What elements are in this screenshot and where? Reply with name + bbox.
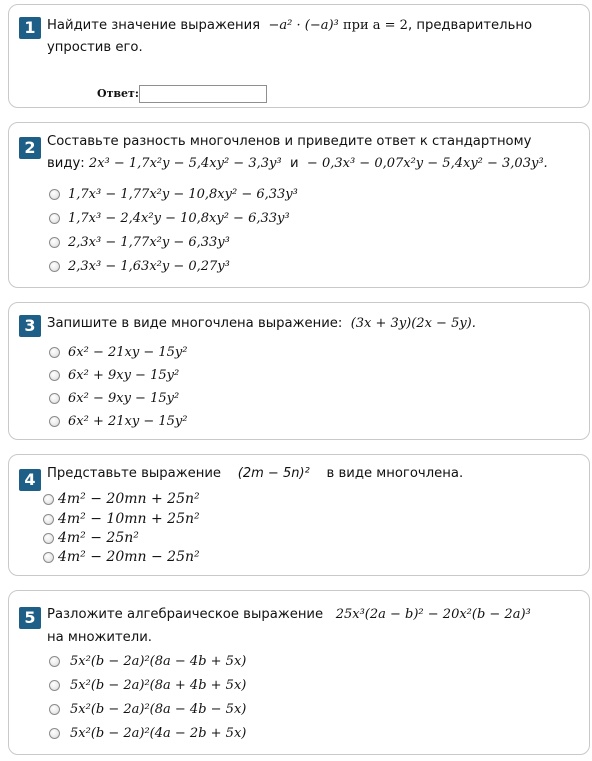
radio-button[interactable] (49, 237, 60, 248)
question-card-5 (8, 590, 590, 755)
option-label: 4m² − 25n² (58, 530, 139, 546)
question-card-1 (8, 4, 590, 108)
question-text-2 (47, 131, 579, 175)
option-label: 6x² + 21xy − 15y² (68, 413, 188, 429)
q5-option-4[interactable] (49, 721, 246, 745)
question-text-1 (47, 15, 579, 59)
q3-option-4[interactable] (49, 410, 187, 432)
option-label: 1,7x³ − 1,77x²y − 10,8xy² − 6,33y³ (68, 186, 298, 202)
q2-text-b: виду: (47, 156, 85, 171)
question-card-4 (8, 454, 590, 576)
question-number-3: 3 (19, 315, 41, 337)
q4-expression: (2m − 5n)² (237, 466, 310, 481)
q4-text-a: Представьте выражение (47, 466, 222, 481)
question-text-3 (47, 313, 579, 335)
q5-option-2[interactable] (49, 673, 246, 697)
option-label: 2,3x³ − 1,63x²y − 0,27y³ (68, 258, 230, 274)
option-label: 5x²(b − 2a)²(8a + 4b + 5x) (70, 677, 247, 693)
radio-button[interactable] (43, 494, 54, 505)
q4-text-b: в виде многочлена. (326, 466, 464, 481)
answer-label: Ответ: (97, 87, 139, 100)
q3-option-2[interactable] (49, 364, 179, 386)
q4-option-2[interactable] (43, 509, 200, 529)
q5-option-3[interactable] (49, 697, 246, 721)
radio-button[interactable] (43, 552, 54, 563)
question-card-2 (8, 122, 590, 288)
q3-option-3[interactable] (49, 387, 179, 409)
q1-text-b: , предварительно (407, 18, 533, 33)
q2-expression-1: 2x³ − 1,7x²y − 5,4xy² − 3,3y³ (88, 156, 282, 171)
option-label: 6x² + 9xy − 15y² (68, 367, 180, 383)
q2-option-3[interactable] (49, 231, 230, 253)
option-label: 2,3x³ − 1,77x²y − 6,33y³ (68, 234, 230, 250)
option-label: 1,7x³ − 2,4x²y − 10,8xy² − 6,33y³ (68, 210, 290, 226)
question-number-2: 2 (19, 137, 41, 159)
option-label: 5x²(b − 2a)²(8a − 4b + 5x) (70, 653, 247, 669)
radio-button[interactable] (49, 189, 60, 200)
question-card-3 (8, 302, 590, 440)
q4-option-1[interactable] (43, 489, 200, 509)
radio-button[interactable] (43, 514, 54, 525)
radio-button[interactable] (49, 393, 60, 404)
radio-button[interactable] (49, 728, 60, 739)
q5-expression: 25x³(2a − b)² − 20x²(b − 2a)³ (335, 607, 531, 622)
option-label: 5x²(b − 2a)²(4a − 2b + 5x) (70, 725, 247, 741)
option-label: 5x²(b − 2a)²(8a − 4b − 5x) (70, 701, 247, 717)
radio-button[interactable] (49, 213, 60, 224)
question-text-4 (47, 463, 579, 485)
option-label: 6x² − 21xy − 15y² (68, 344, 188, 360)
radio-button[interactable] (49, 347, 60, 358)
q3-text: Запишите в виде многочлена выражение: (47, 316, 343, 331)
question-number-1: 1 (19, 17, 41, 39)
q5-option-1[interactable] (49, 649, 246, 673)
q1-text-c: упростив его. (47, 40, 143, 55)
answer-input[interactable] (139, 85, 267, 103)
q2-option-2[interactable] (49, 207, 290, 229)
question-number-4: 4 (19, 469, 41, 491)
radio-button[interactable] (49, 261, 60, 272)
option-label: 4m² − 10mn + 25n² (58, 511, 200, 527)
question-number-5: 5 (19, 607, 41, 629)
option-label: 4m² − 20mn + 25n² (58, 491, 200, 507)
radio-button[interactable] (49, 680, 60, 691)
q1-condition: при a = 2 (342, 18, 408, 33)
q3-option-1[interactable] (49, 341, 187, 363)
q5-text-a: Разложите алгебраическое выражение (47, 607, 324, 622)
q2-text-a: Составьте разность многочленов и приведите ответ к стандартному (47, 134, 532, 149)
option-label: 6x² − 9xy − 15y² (68, 390, 180, 406)
q3-expression: (3x + 3y)(2x − 5y). (350, 316, 476, 331)
radio-button[interactable] (43, 533, 54, 544)
q4-option-3[interactable] (43, 528, 139, 548)
q2-option-4[interactable] (49, 255, 230, 277)
radio-button[interactable] (49, 656, 60, 667)
q2-option-1[interactable] (49, 183, 298, 205)
q1-text-a: Найдите значение выражения (47, 18, 261, 33)
radio-button[interactable] (49, 370, 60, 381)
q5-text-b: на множители. (47, 630, 152, 645)
q1-expression: −a² · (−a)³ (268, 18, 339, 33)
question-text-5 (47, 603, 579, 649)
radio-button[interactable] (49, 704, 60, 715)
q4-option-4[interactable] (43, 547, 200, 567)
q2-and: и (289, 156, 299, 171)
radio-button[interactable] (49, 416, 60, 427)
option-label: 4m² − 20mn − 25n² (58, 549, 200, 565)
q2-expression-2: − 0,3x³ − 0,07x²y − 5,4xy² − 3,03y³. (306, 156, 548, 171)
